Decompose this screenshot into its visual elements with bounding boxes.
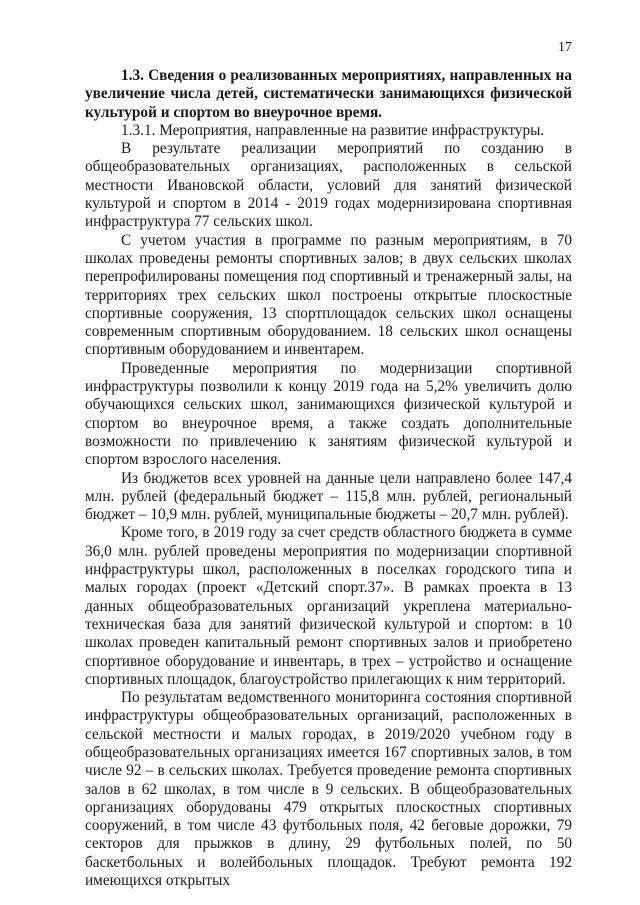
subsection-heading: 1.3.1. Мероприятия, направленные на развитие инфраструктуры. (121, 121, 545, 139)
paragraph-monitoring: По результатам ведомственного мониторинга состояния спортивной инфраструктуры общеобразовательных организаций, расположенных в сельской местности и малых городах, в 2019/2020 учебном году в общеобразовательных организациях имеется 167 спортивных залов, в том числе 92 – в сельских школах. Требуется проведение ремонта спортивных залов в 62 школах, в том числе в 9 сельских. В общеобразовательных организациях оборудованы 479 открытых плоскостных спортивных сооружений, в том числе 43 футбольных поля, 42 беговые дорожки, 79 секторов для прыжков в длину, 29 футбольных полей, по 50 баскетбольных и волейбольных площадок. Требуют ремонта 192 имеющихся открытых (85, 689, 572, 890)
paragraph-2019-project: Кроме того, в 2019 году за счет средств областного бюджета в сумме 36,0 млн. рублей проведены мероприятия по модернизации спортивной инфраструктуры школ, расположенных в поселках городского типа и малых городах (проект «Детский спорт.37». В рамках проекта в 13 данных общеобразовательных организаций укреплена материально-техническая база для занятий физической культурой и спортом: в 10 школах проведен капитальный ремонт спортивных залов и приобретено спортивное оборудование и инвентарь, в трех – устройство и оснащение спортивных площадок, благоустройство прилегающих к ним территорий. (85, 524, 572, 688)
section-heading: 1.3. Сведения о реализованных мероприятиях, направленных на увеличение числа детей, систематически занимающихся физической культурой и спортом во внеурочное время. (85, 67, 572, 121)
document-body (85, 67, 572, 890)
paragraph-outcomes: Проведенные мероприятия по модернизации спортивной инфраструктуры позволили к концу 2019 года на 5,2% увеличить долю обучающихся сельских школ, занимающихся физической культурой и спортом во внеурочное время, а также создать дополнительные возможности по привлечению к занятиям физической культурой и спортом взрослого населения. (85, 359, 572, 469)
paragraph-infrastructure-results: В результате реализации мероприятий по созданию в общеобразовательных организациях, расположенных в сельской местности Ивановской области, условий для занятий физической культурой и спортом в 2014 - 2019 годах модернизирована спортивная инфраструктура 77 сельских школ. (85, 140, 572, 231)
paragraph-repairs: С учетом участия в программе по разным мероприятиям, в 70 школах проведены ремонты спортивных залов; в двух сельских школах перепрофилированы помещения под спортивный и тренажерный залы, на территориях трех сельских школ построены открытые плоскостные спортивные сооружения, 13 спортплощадок сельских школ оснащены современным спортивным оборудованием. 18 сельских школ оснащены спортивным оборудованием и инвентарем. (85, 231, 572, 359)
paragraph-funding: Из бюджетов всех уровней на данные цели направлено более 147,4 млн. рублей (федеральный бюджет – 115,8 млн. рублей, региональный бюджет – 10,9 млн. рублей, муниципальные бюджеты – 20,7 млн. рублей). (85, 469, 572, 524)
page-number: 17 (558, 40, 572, 55)
